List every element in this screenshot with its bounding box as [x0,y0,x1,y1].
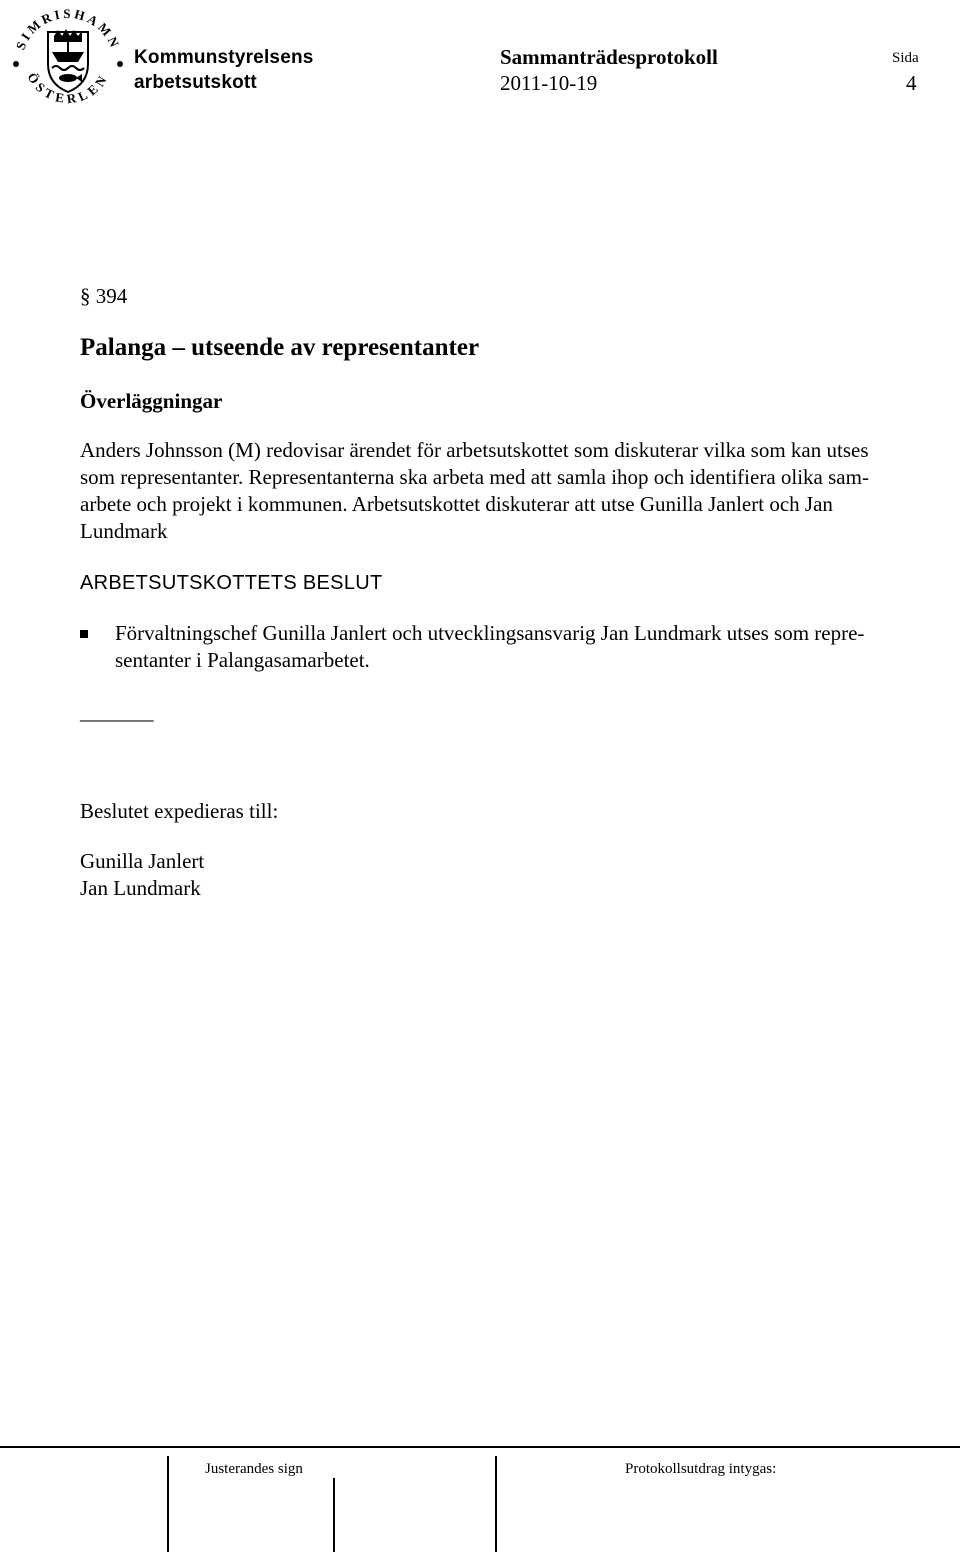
footer-divider [167,1456,169,1552]
section-title: Palanga – utseende av representanter [80,334,480,361]
footer-top-rule [0,1446,960,1448]
header-org-line2: arbetsutskott [134,72,257,93]
recipient: Jan Lundmark [80,876,201,900]
decision-text [115,620,945,674]
deliberation-line: Anders Johnsson (M) redovisar ärendet för arbetsutskottet som diskuterar vilka som kan utses [80,438,869,462]
header-date: 2011-10-19 [500,71,598,95]
paragraph-number: § 394 [80,284,128,308]
recipient-list [80,848,204,902]
logo-text-bottom: ÖSTERLEN [24,69,112,107]
header-org-line1: Kommunstyrelsens [134,47,314,68]
deliberation-line: Lundmark [80,519,168,543]
bullet-square-icon [80,630,88,638]
header-page-number: 4 [906,71,917,95]
simrishamn-coat-of-arms-icon [8,2,126,114]
recipient: Gunilla Janlert [80,849,205,873]
logo-text-top: SIMRISHAMN [12,5,124,52]
deliberation-heading: Överläggningar [80,389,223,413]
decision-heading: ARBETSUTSKOTTETS BESLUT [80,572,383,594]
footer-divider [333,1478,335,1552]
footer-justerandes-label: Justerandes sign [205,1461,303,1477]
footer-utdrag-label: Protokollsutdrag intygas: [625,1461,777,1477]
deliberation-text [80,437,940,545]
separator-line: _______ [80,700,154,724]
deliberation-line: som representanter. Representanterna ska arbeta med att samla ihop och identifiera olika sam- [80,465,869,489]
footer-divider [495,1456,497,1552]
header-page-label: Sida [892,50,919,66]
header-document-type: Sammanträdesprotokoll [500,45,718,69]
decision-line: sentanter i Palangasamarbetet. [115,648,370,672]
decision-line: Förvaltningschef Gunilla Janlert och utvecklingsansvarig Jan Lundmark utses som repre- [115,621,865,645]
deliberation-line: arbete och projekt i kommunen. Arbetsutskottet diskuterar att utse Gunilla Janlert och Jan [80,492,833,516]
dispatch-label: Beslutet expedieras till: [80,799,279,823]
